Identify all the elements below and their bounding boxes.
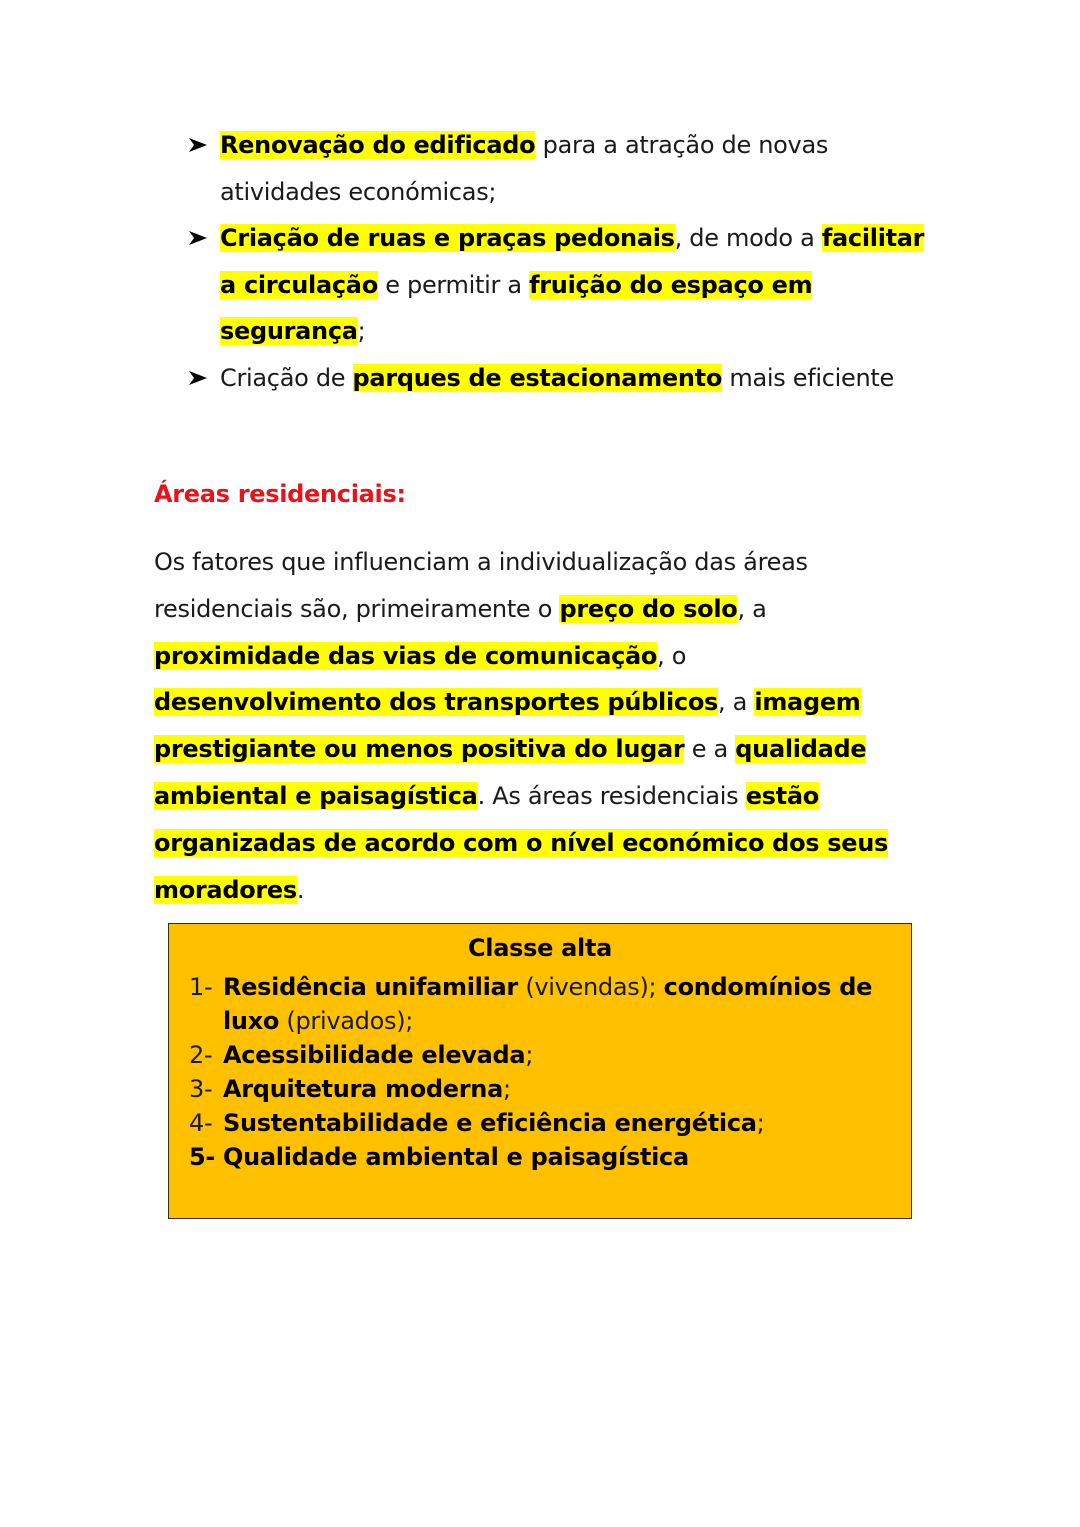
plain-text: Os fatores que influenciam a individualização das áreas residenciais são, primeiramente o	[154, 548, 808, 623]
highlight-text: proximidade das vias de comunicação	[154, 641, 658, 670]
plain-text: ;	[756, 1109, 765, 1137]
highlight-text: facilitar a circulação	[220, 224, 925, 299]
plain-text: , a	[737, 594, 767, 623]
box-list-item	[169, 1072, 911, 1106]
plain-text: ;	[357, 317, 366, 345]
bold-text: Arquitetura moderna	[223, 1075, 503, 1103]
plain-text: , a	[718, 688, 755, 717]
plain-text: mais eficiente	[722, 363, 894, 392]
plain-text: , o	[657, 641, 687, 670]
highlight-text: estão organizadas de acordo com o nível económico dos seus moradores	[154, 781, 889, 904]
bullet-text	[220, 224, 924, 345]
box-list	[169, 970, 911, 1174]
classe-alta-box	[168, 923, 912, 1219]
item-number: 4-	[189, 1109, 213, 1137]
highlight-text: qualidade ambiental e paisagística	[154, 735, 867, 810]
bold-text: Sustentabilidade e eficiência energética	[223, 1109, 757, 1137]
bullet-text	[220, 131, 828, 206]
plain-text: e a	[684, 735, 736, 764]
bullet-item	[186, 122, 926, 215]
box-list-item	[169, 1140, 911, 1174]
box-list-item	[169, 1038, 911, 1072]
highlight-text: imagem prestigiante ou menos positiva do lugar	[154, 688, 861, 764]
item-number: 1-	[189, 973, 213, 1001]
highlight-text: fruição do espaço em segurança	[220, 270, 813, 345]
section-heading: Áreas residenciais:	[154, 480, 406, 508]
box-list-item	[169, 970, 911, 1038]
plain-text: . As áreas residenciais	[477, 781, 746, 810]
bold-text: Acessibilidade elevada	[223, 1041, 526, 1069]
plain-text: , de modo a	[674, 224, 822, 252]
bullet-text	[220, 364, 894, 392]
plain-text: e permitir a	[377, 270, 530, 299]
highlight-text: desenvolvimento dos transportes públicos	[154, 688, 719, 717]
section-paragraph	[154, 539, 914, 913]
highlight-text: Criação de ruas e praças pedonais	[220, 224, 675, 252]
box-title: Classe alta	[467, 934, 613, 962]
box-list-item	[169, 1106, 911, 1140]
plain-text: (privados);	[279, 1007, 414, 1035]
plain-text: .	[296, 875, 305, 904]
bullet-list	[186, 122, 926, 401]
bullet-item	[186, 355, 926, 402]
bold-text: Qualidade ambiental e paisagística	[223, 1143, 689, 1171]
bullet-item	[186, 215, 926, 355]
plain-text: ;	[525, 1041, 534, 1069]
plain-text: para a atração de novas atividades económicas;	[220, 131, 829, 206]
item-number: 3-	[189, 1075, 213, 1103]
plain-text: ;	[502, 1075, 511, 1103]
highlight-text: parques de estacionamento	[352, 363, 723, 392]
plain-text: Criação de	[220, 363, 353, 392]
bold-text: Residência unifamiliar	[223, 973, 518, 1001]
highlight-text: Renovação do edificado	[220, 131, 536, 159]
item-number: 5-	[189, 1143, 216, 1171]
plain-text: (vivendas);	[517, 973, 664, 1001]
bold-text: condomínios de luxo	[223, 973, 873, 1035]
highlight-text: preço do solo	[559, 594, 738, 623]
item-number: 2-	[189, 1041, 213, 1069]
